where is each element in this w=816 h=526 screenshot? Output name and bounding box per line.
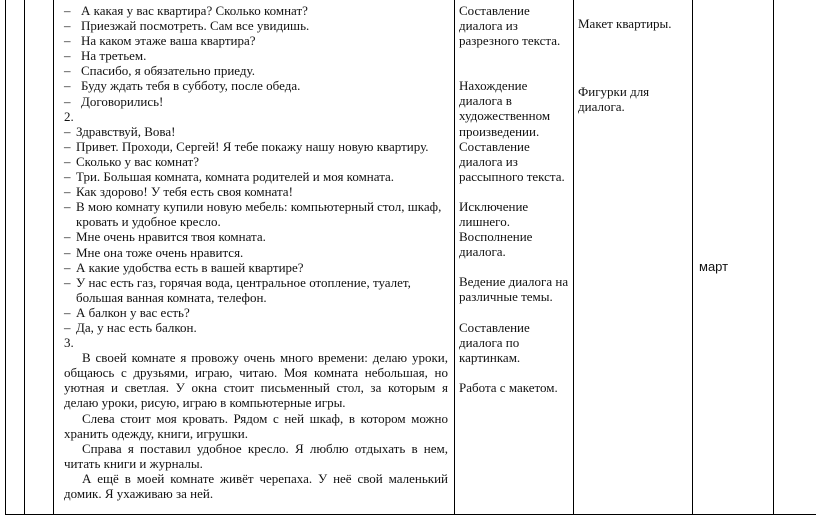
methods-cell — [455, 0, 574, 515]
line-text: Как здорово! У тебя есть своя комната! — [76, 184, 293, 200]
empty-cell — [774, 0, 816, 515]
line-text: Мне она тоже очень нравится. — [76, 244, 244, 260]
method-item: Работа с макетом. — [459, 379, 558, 395]
line-text: В мою комнату купили новую мебель: компьютерный стол, шкаф, кровать и удобное кресло. — [76, 199, 442, 230]
dialogue-line — [64, 18, 448, 33]
dash-marker: – — [64, 123, 71, 139]
spacer — [459, 48, 569, 78]
dialogue-line — [64, 3, 448, 18]
equipment-list — [574, 0, 692, 114]
method-item: Составление диалога из рассыпного текста. — [459, 138, 565, 184]
method-item: Нахождение диалога в художественном произведении. — [459, 78, 551, 139]
dialogue-line — [64, 305, 448, 320]
line-text: Да, у нас есть балкон. — [76, 319, 197, 335]
dialogue-part-1 — [64, 3, 448, 109]
dialogue-line — [64, 154, 448, 169]
dialogue-line — [64, 245, 448, 260]
section-number-2: 2. — [64, 108, 74, 124]
dash-marker: – — [64, 199, 71, 215]
story-paragraph: Слева стоит моя кровать. Рядом с ней шкаф, в котором можно хранить одежду, книги, игрушки. — [64, 410, 448, 441]
dialogue-line — [64, 94, 448, 109]
dash-marker: – — [64, 169, 71, 185]
spacer — [459, 184, 569, 199]
line-text: Буду ждать тебя в субботу, после обеда. — [81, 78, 301, 94]
spacer — [459, 365, 569, 380]
story-paragraph: В своей комнате я провожу очень много времени: делаю уроки, общаюсь с друзьями, играю, читаю. Моя комната небольшая, но уютная и светлая. У окна стоит письменный стол, за которым я делаю уроки, рисую, играю в компьютерные игры. — [64, 350, 448, 411]
dialogue-line — [64, 48, 448, 63]
line-text: Привет. Проходи, Сергей! Я тебе покажу нашу новую квартиру. — [76, 138, 429, 154]
month-cell — [693, 0, 774, 515]
empty-cell — [6, 0, 25, 515]
method-item: Составление диалога из разрезного текста. — [459, 3, 561, 49]
line-text: У нас есть газ, горячая вода, центральное отопление, туалет, большая ванная комната, телефон. — [76, 274, 411, 305]
dash-marker: – — [64, 304, 71, 320]
table-row — [6, 0, 816, 515]
dash-marker: – — [64, 48, 71, 64]
dialogue-line — [64, 139, 448, 154]
line-text: На третьем. — [81, 48, 147, 64]
month-label: март — [699, 259, 729, 274]
method-item: Исключение лишнего. Восполнение диалога. — [459, 198, 533, 260]
line-text: На каком этаже ваша квартира? — [81, 33, 256, 49]
content-cell — [54, 0, 455, 515]
dash-marker: – — [64, 184, 71, 200]
dialogue-line — [64, 63, 448, 78]
line-text: А какая у вас квартира? Сколько комнат? — [81, 3, 308, 18]
dialogue-line — [64, 184, 448, 199]
dash-marker: – — [64, 319, 71, 335]
line-text: Спасибо, я обязательно приеду. — [81, 63, 255, 79]
story-part-3 — [64, 350, 448, 501]
dialogue-line — [64, 260, 448, 275]
dash-marker: – — [64, 18, 71, 34]
line-text: Здравствуй, Вова! — [76, 123, 176, 139]
dialogue-line — [64, 275, 448, 305]
dash-marker: – — [64, 153, 71, 169]
dash-marker: – — [64, 259, 71, 275]
line-text: Мне очень нравится твоя комната. — [76, 229, 266, 245]
dash-marker: – — [64, 93, 71, 109]
dash-marker: – — [64, 138, 71, 154]
story-paragraph: Справа я поставил удобное кресло. Я люблю отдыхать в нем, читать книги и журналы. — [64, 440, 448, 471]
story-paragraph: А ещё в моей комнате живёт черепаха. У неё свой маленький домик. Я ухаживаю за ней. — [64, 470, 448, 501]
equipment-cell — [574, 0, 693, 515]
dash-marker: – — [64, 33, 71, 49]
equipment-item: Макет квартиры. — [578, 16, 672, 31]
line-text: Приезжай посмотреть. Сам все увидишь. — [81, 18, 310, 34]
dialogue-line — [64, 78, 448, 93]
line-text: Сколько у вас комнат? — [76, 153, 199, 169]
dialogue-line — [64, 124, 448, 139]
dialogue-line — [64, 320, 448, 335]
section-number-3: 3. — [64, 335, 74, 351]
dash-marker: – — [64, 3, 71, 18]
methods-list — [455, 0, 573, 395]
dash-marker: – — [64, 229, 71, 245]
line-text: А балкон у вас есть? — [76, 304, 190, 320]
dialogue-content — [54, 0, 454, 501]
dash-marker: – — [64, 274, 71, 290]
spacer — [459, 305, 569, 320]
spacer — [459, 259, 569, 274]
dash-marker: – — [64, 244, 71, 260]
dash-marker: – — [64, 63, 71, 79]
dialogue-line — [64, 229, 448, 244]
method-item: Составление диалога по картинкам. — [459, 319, 530, 365]
dialogue-line — [64, 169, 448, 184]
spacer — [578, 31, 688, 84]
line-text: А какие удобства есть в вашей квартире? — [76, 259, 304, 275]
lesson-table — [5, 0, 816, 515]
method-item: Ведение диалога на различные темы. — [459, 274, 569, 305]
equipment-item: Фигурки для диалога. — [578, 84, 650, 115]
dialogue-part-2 — [64, 124, 448, 335]
empty-cell — [25, 0, 54, 515]
line-text: Договорились! — [81, 93, 164, 109]
dialogue-line — [64, 33, 448, 48]
dash-marker: – — [64, 78, 71, 94]
dialogue-line — [64, 199, 448, 229]
line-text: Три. Большая комната, комната родителей и моя комната. — [76, 169, 395, 185]
